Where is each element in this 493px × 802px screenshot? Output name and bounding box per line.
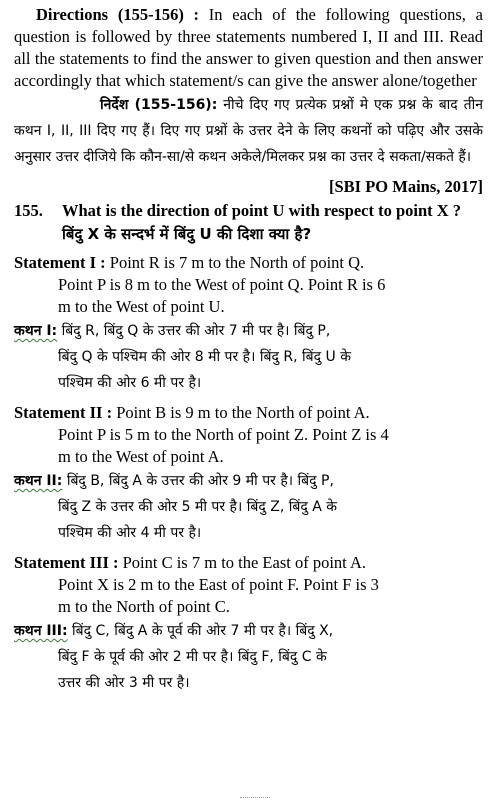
nirdesh-text: नीचे दिए गए प्रत्येक प्रश्नों मे एक प्रश्न के बाद तीन कथन I, II, III दिए गए हैं। दिए गए प्रश्नों के उत्तर देने के लिए कथनों को पढ़िए और उसके अनुसार उत्तर दीजिये कि कौन-सा/से कथन अकेले/मिलकर प्रश्न का उत्तर दे सकता/सकते हैं। (14, 97, 484, 165)
statement-1-hi (14, 318, 483, 396)
statement-2-en (14, 402, 483, 468)
statement-1-hi-label: कथन I: (14, 323, 58, 339)
statement-3-line-2: Point X is 2 m to the East of point F. Point F is 3 (58, 575, 379, 594)
statement-1-label: Statement I : (14, 253, 106, 272)
statement-2-hi-line-1: बिंदु B, बिंदु A के उत्तर की ओर 9 मी पर है। बिंदु P, (66, 473, 334, 489)
statement-2-hi-label: कथन II: (14, 473, 63, 489)
statement-3-line-1: Point C is 7 m to the East of point A. (122, 553, 367, 572)
source-citation: [SBI PO Mains, 2017] (328, 177, 483, 196)
statement-3-line-3: m to the North of point C. (58, 597, 230, 616)
statement-3-label: Statement III : (14, 553, 119, 572)
nirdesh-paragraph (14, 92, 483, 170)
directions-paragraph (14, 4, 483, 92)
page-bottom-divider (240, 797, 270, 802)
statement-3-hi (14, 618, 483, 696)
nirdesh-label: निर्देश (155-156): (100, 97, 218, 113)
statement-2-line-3: m to the West of point A. (58, 447, 224, 466)
statement-1-line-2: Point P is 8 m to the West of point Q. Point R is 6 (58, 275, 386, 294)
question-text-hi: बिंदु X के सन्दर्भ में बिंदु U की दिशा क्या है? (62, 225, 312, 243)
statement-3-hi-line-1: बिंदु C, बिंदु A के पूर्व की ओर 7 मी पर है। बिंदु X, (72, 623, 334, 639)
statement-2-hi (14, 468, 483, 546)
directions-text: In each of the following questions, a question is followed by three statements numbered I, II and III. Read all the statements to find the answer to given question and then answer accordingly that which statement/s can give the answer alone/together (14, 5, 483, 90)
statement-3-hi-line-3: उत्तर की ओर 3 मी पर है। (58, 675, 190, 691)
statement-1-line-3: m to the West of point U. (58, 297, 225, 316)
statement-1-hi-line-2: बिंदु Q के पश्चिम की ओर 8 मी पर है। बिंदु R, बिंदु U के (58, 349, 351, 365)
question-text-en: What is the direction of point U with respect to point X ? (62, 201, 462, 220)
statement-1-hi-line-3: पश्चिम की ओर 6 मी पर है। (58, 375, 202, 391)
statement-2-line-1: Point B is 9 m to the North of point A. (116, 403, 370, 422)
statement-1-en (14, 252, 483, 318)
statement-2-label: Statement II : (14, 403, 113, 422)
statement-1-line-1: Point R is 7 m to the North of point Q. (109, 253, 365, 272)
statement-2-line-2: Point P is 5 m to the North of point Z. Point Z is 4 (58, 425, 389, 444)
question-en (14, 200, 483, 222)
statement-3-hi-line-2: बिंदु F के पूर्व की ओर 2 मी पर है। बिंदु F, बिंदु C के (58, 649, 327, 665)
statement-3-hi-label: कथन III: (14, 623, 68, 639)
question-number: 155. (14, 201, 43, 220)
directions-label: Directions (155-156) : (36, 5, 200, 24)
statement-2-hi-line-3: पश्चिम की ओर 4 मी पर है। (58, 525, 202, 541)
statement-1-hi-line-1: बिंदु R, बिंदु Q के उत्तर की ओर 7 मी पर है। बिंदु P, (61, 323, 331, 339)
statement-2-hi-line-2: बिंदु Z के उत्तर की ओर 5 मी पर है। बिंदु Z, बिंदु A के (58, 499, 337, 515)
statement-3-en (14, 552, 483, 618)
